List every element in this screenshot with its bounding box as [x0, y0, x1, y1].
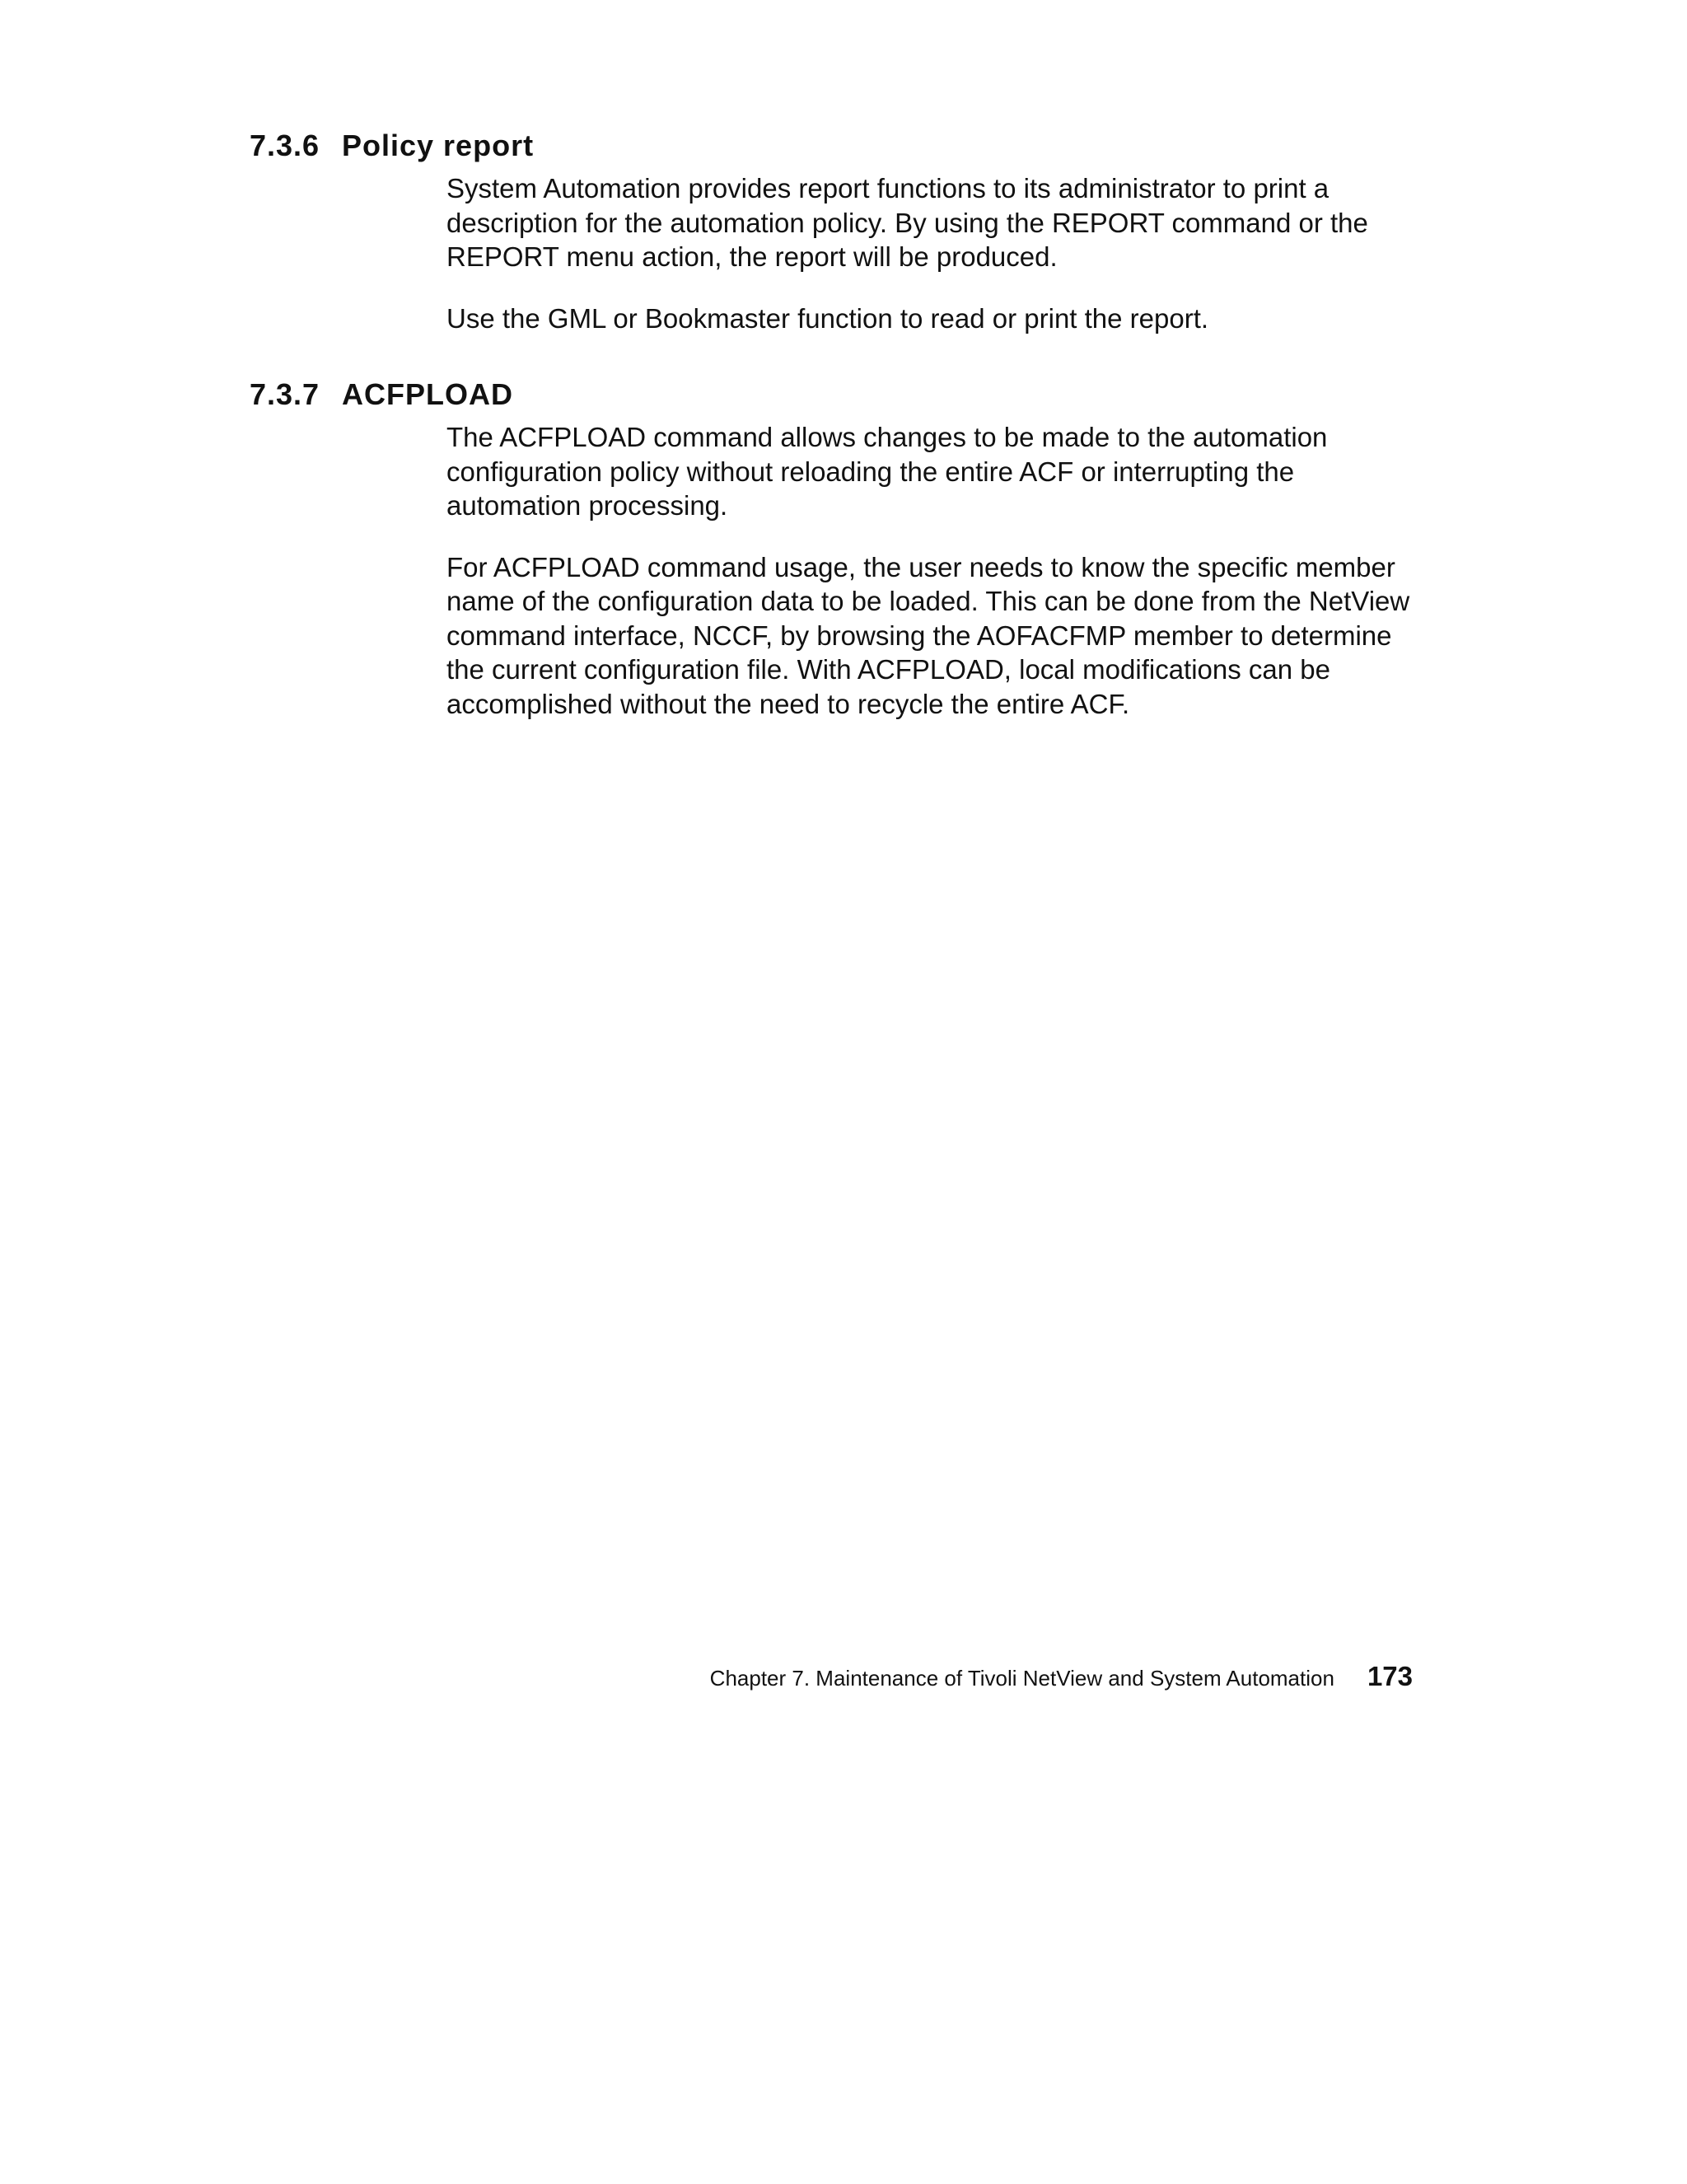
section-number: 7.3.7	[250, 377, 320, 411]
section-title: Policy report	[342, 129, 535, 162]
paragraph: System Automation provides report functions to its administrator to print a description for the automation policy. By using the REPORT command or the REPORT menu action, the report will be produced.	[446, 173, 1368, 272]
paragraph: For ACFPLOAD command usage, the user needs to know the specific member name of the configuration data to be loaded. This can be done from the NetView command interface, NCCF, by browsing the AOFACFMP member to determine the current configuration file. With ACFPLOAD, local modifications can be accomplished without the need to recycle the entire ACF.	[446, 551, 1410, 719]
section-title: ACFPLOAD	[342, 377, 513, 411]
section-heading-7-3-6	[250, 128, 534, 164]
paragraph: Use the GML or Bookmaster function to read or print the report.	[446, 302, 1209, 334]
section-body-7-3-7	[446, 420, 1427, 748]
section-heading-7-3-7	[250, 376, 513, 413]
page-footer	[577, 1661, 1413, 1692]
section-number: 7.3.6	[250, 129, 320, 162]
footer-chapter-title: Chapter 7. Maintenance of Tivoli NetView and System Automation	[709, 1666, 1334, 1691]
page-number: 173	[1367, 1661, 1413, 1691]
paragraph: The ACFPLOAD command allows changes to be made to the automation configuration policy without reloading the entire ACF or interrupting the automation processing.	[446, 422, 1328, 521]
section-body-7-3-6	[446, 171, 1427, 362]
